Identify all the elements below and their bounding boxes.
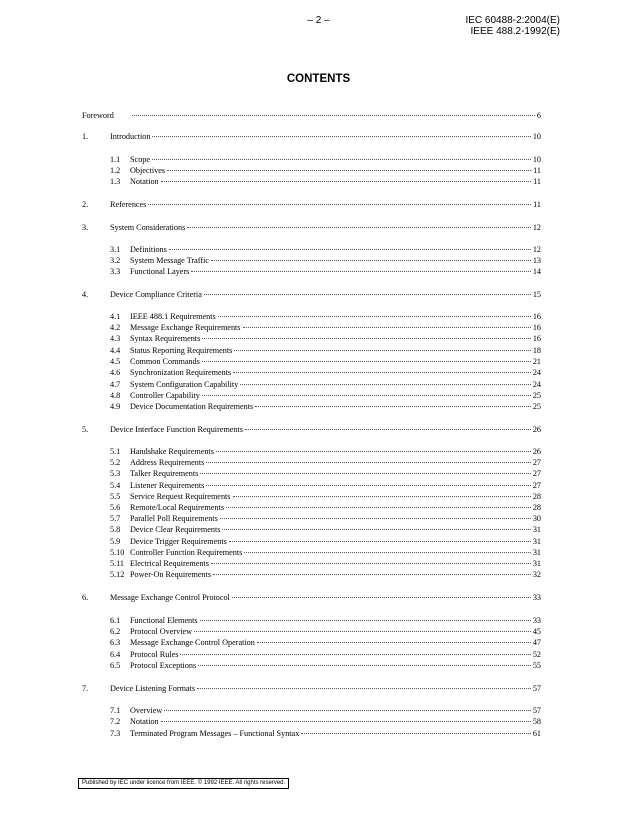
toc-entry-label: Functional Elements <box>130 616 198 625</box>
toc-entry-page: 31 <box>532 548 541 557</box>
toc-entry-label: Scope <box>130 155 151 164</box>
toc-dot-leader <box>191 271 530 272</box>
toc-entry-label: System Configuration Capability <box>130 380 239 389</box>
toc-entry-number: 1.2 <box>110 166 121 175</box>
toc-entry-number: 6.3 <box>110 638 121 647</box>
toc-entry-page: 31 <box>532 525 541 534</box>
toc-dot-leader <box>152 136 530 137</box>
toc-entry-number: 5.4 <box>110 481 121 490</box>
toc-entry-page: 6 <box>536 111 541 120</box>
toc-entry-label: Protocol Overview <box>130 627 193 636</box>
toc-dot-leader <box>206 462 530 463</box>
toc-dot-leader <box>202 361 531 362</box>
toc-entry-label: Notation <box>130 717 159 726</box>
toc-entry-number: 7.1 <box>110 706 121 715</box>
toc-entry-page: 58 <box>532 717 541 726</box>
toc-dot-leader <box>202 395 531 396</box>
toc-entry-label: Terminated Program Messages – Functional Syntax <box>130 729 300 738</box>
toc-subsection-entry[interactable] <box>110 391 541 401</box>
toc-entry-number: 6.4 <box>110 650 121 659</box>
toc-entry-label: Message Exchange Control Protocol <box>110 593 230 602</box>
toc-section-entry[interactable] <box>82 200 541 210</box>
toc-dot-leader <box>255 406 531 407</box>
standard-ieee: IEEE 488.2-1992(E) <box>470 26 560 37</box>
toc-entry-label: Message Exchange Requirements <box>130 323 241 332</box>
toc-entry-page: 15 <box>532 290 541 299</box>
toc-entry-page: 61 <box>532 729 541 738</box>
toc-entry-page: 21 <box>532 357 541 366</box>
toc-entry-number: 4.6 <box>110 368 121 377</box>
toc-entry-number: 1. <box>82 132 89 141</box>
toc-entry-number: 6.1 <box>110 616 121 625</box>
toc-dot-leader <box>180 654 530 655</box>
toc-entry-page: 57 <box>532 706 541 715</box>
toc-entry-number: 1.3 <box>110 177 121 186</box>
toc-entry-number: 6. <box>82 593 89 602</box>
toc-dot-leader <box>226 507 531 508</box>
toc-entry-number: 4.5 <box>110 357 121 366</box>
copyright-notice: Published by IEC under licence from IEEE. © 1992 IEEE. All rights reserved. <box>78 778 289 789</box>
toc-entry-label: Handshake Requirements <box>130 447 214 456</box>
toc-dot-leader <box>233 496 531 497</box>
toc-entry-label: Device Clear Requirements <box>130 525 221 534</box>
toc-entry-number: 5.3 <box>110 469 121 478</box>
toc-entry-foreword[interactable] <box>82 111 541 121</box>
toc-subsection-entry[interactable] <box>110 492 541 502</box>
toc-entry-label: Controller Function Requirements <box>130 548 243 557</box>
toc-subsection-entry[interactable] <box>110 447 541 457</box>
toc-entry-label: Device Listening Formats <box>110 684 196 693</box>
toc-entry-number: 5.8 <box>110 525 121 534</box>
toc-entry-label: Protocol Exceptions <box>130 661 197 670</box>
toc-entry-number: 3.3 <box>110 267 121 276</box>
toc-subsection-entry[interactable] <box>110 323 541 333</box>
toc-subsection-entry[interactable] <box>110 166 541 176</box>
toc-entry-page: 25 <box>532 402 541 411</box>
toc-entry-page: 32 <box>532 570 541 579</box>
toc-entry-label: Device Documentation Requirements <box>130 402 254 411</box>
toc-entry-label: Address Requirements <box>130 458 205 467</box>
toc-dot-leader <box>206 485 530 486</box>
toc-dot-leader <box>257 642 531 643</box>
toc-dot-leader <box>204 294 531 295</box>
toc-entry-number: 7.3 <box>110 729 121 738</box>
toc-entry-page: 28 <box>532 492 541 501</box>
toc-entry-page: 31 <box>532 559 541 568</box>
toc-entry-label: IEEE 488.1 Requirements <box>130 312 216 321</box>
toc-entry-label: Notation <box>130 177 159 186</box>
toc-entry-label: Electrical Requirements <box>130 559 209 568</box>
toc-subsection-entry[interactable] <box>110 548 541 558</box>
toc-dot-leader <box>220 518 531 519</box>
toc-dot-leader <box>197 688 531 689</box>
toc-entry-label: Remote/Local Requirements <box>130 503 224 512</box>
toc-entry-number: 4.7 <box>110 380 121 389</box>
toc-entry-label: Protocol Rules <box>130 650 179 659</box>
toc-dot-leader <box>233 372 531 373</box>
toc-entry-label: Common Commands <box>130 357 200 366</box>
toc-dot-leader <box>198 665 531 666</box>
toc-dot-leader <box>161 721 531 722</box>
toc-entry-page: 27 <box>532 458 541 467</box>
toc-entry-page: 24 <box>532 380 541 389</box>
toc-subsection-entry[interactable] <box>110 661 541 671</box>
toc-entry-page: 57 <box>532 684 541 693</box>
toc-entry-number: 4. <box>82 290 89 299</box>
toc-subsection-entry[interactable] <box>110 717 541 727</box>
toc-entry-number: 7. <box>82 684 89 693</box>
toc-entry-number: 6.5 <box>110 661 121 670</box>
toc-dot-leader <box>234 350 530 351</box>
toc-entry-label: Definitions <box>130 245 167 254</box>
toc-entry-label: Device Interface Function Requirements <box>110 425 243 434</box>
toc-subsection-entry[interactable] <box>110 402 541 412</box>
toc-entry-number: 5.9 <box>110 537 121 546</box>
toc-dot-leader <box>232 597 531 598</box>
toc-entry-label: Device Trigger Requirements <box>130 537 227 546</box>
toc-entry-page: 10 <box>532 155 541 164</box>
toc-subsection-entry[interactable] <box>110 380 541 390</box>
toc-entry-page: 33 <box>532 593 541 602</box>
toc-dot-leader <box>222 529 530 530</box>
toc-section-entry[interactable] <box>82 684 541 694</box>
toc-entry-label: System Considerations <box>110 223 186 232</box>
toc-dot-leader <box>132 115 535 116</box>
toc-entry-number: 5.10 <box>110 548 125 557</box>
toc-entry-number: 4.2 <box>110 323 121 332</box>
toc-dot-leader <box>202 338 531 339</box>
toc-entry-page: 11 <box>533 166 541 175</box>
toc-entry-number: 4.4 <box>110 346 121 355</box>
toc-entry-number: 6.2 <box>110 627 121 636</box>
toc-section-entry[interactable] <box>82 425 541 435</box>
toc-entry-number: 3.1 <box>110 245 121 254</box>
toc-dot-leader <box>200 473 530 474</box>
toc-entry-page: 45 <box>532 627 541 636</box>
toc-entry-label: Objectives <box>130 166 166 175</box>
toc-entry-number: 5. <box>82 425 89 434</box>
toc-entry-page: 11 <box>533 200 541 209</box>
toc-subsection-entry[interactable] <box>110 729 541 739</box>
toc-entry-page: 30 <box>532 514 541 523</box>
toc-entry-label: Device Compliance Criteria <box>110 290 202 299</box>
toc-entry-page: 11 <box>533 177 541 186</box>
toc-dot-leader <box>218 316 531 317</box>
page-title: CONTENTS <box>286 73 351 85</box>
toc-subsection-entry[interactable] <box>110 570 541 580</box>
toc-entry-label: Overview <box>130 706 163 715</box>
toc-entry-label: Foreword <box>82 111 114 120</box>
toc-entry-number: 4.1 <box>110 312 121 321</box>
toc-section-entry[interactable] <box>82 223 541 233</box>
toc-subsection-entry[interactable] <box>110 267 541 277</box>
toc-subsection-entry[interactable] <box>110 357 541 367</box>
toc-entry-label: System Message Traffic <box>130 256 209 265</box>
toc-dot-leader <box>167 170 531 171</box>
toc-subsection-entry[interactable] <box>110 368 541 378</box>
toc-entry-number: 4.8 <box>110 391 121 400</box>
toc-entry-label: Introduction <box>110 132 151 141</box>
toc-entry-number: 5.6 <box>110 503 121 512</box>
toc-entry-number: 5.2 <box>110 458 121 467</box>
toc-dot-leader <box>187 227 531 228</box>
toc-subsection-entry[interactable] <box>110 312 541 322</box>
toc-dot-leader <box>213 574 531 575</box>
toc-entry-label: Functional Layers <box>130 267 190 276</box>
toc-subsection-entry[interactable] <box>110 650 541 660</box>
toc-entry-page: 47 <box>532 638 541 647</box>
toc-entry-label: Controller Capability <box>130 391 200 400</box>
toc-entry-page: 13 <box>532 256 541 265</box>
toc-dot-leader <box>229 541 531 542</box>
toc-subsection-entry[interactable] <box>110 245 541 255</box>
toc-entry-page: 16 <box>532 334 541 343</box>
toc-entry-page: 31 <box>532 537 541 546</box>
toc-subsection-entry[interactable] <box>110 481 541 491</box>
toc-entry-page: 55 <box>532 661 541 670</box>
toc-entry-page: 26 <box>532 447 541 456</box>
toc-entry-label: Power-On Requirements <box>130 570 212 579</box>
toc-dot-leader <box>194 631 531 632</box>
toc-entry-number: 4.9 <box>110 402 121 411</box>
toc-entry-number: 5.7 <box>110 514 121 523</box>
toc-entry-page: 27 <box>532 481 541 490</box>
toc-entry-page: 12 <box>532 223 541 232</box>
toc-entry-number: 5.1 <box>110 447 121 456</box>
toc-dot-leader <box>245 429 531 430</box>
toc-entry-number: 7.2 <box>110 717 121 726</box>
standard-iec: IEC 60488-2:2004(E) <box>465 15 560 26</box>
toc-subsection-entry[interactable] <box>110 346 541 356</box>
toc-entry-page: 14 <box>532 267 541 276</box>
toc-section-entry[interactable] <box>82 593 541 603</box>
toc-entry-number: 3.2 <box>110 256 121 265</box>
toc-entry-label: Service Request Requirements <box>130 492 231 501</box>
toc-entry-number: 5.5 <box>110 492 121 501</box>
toc-entry-label: References <box>110 200 147 209</box>
toc-subsection-entry[interactable] <box>110 177 541 187</box>
toc-subsection-entry[interactable] <box>110 638 541 648</box>
toc-entry-page: 33 <box>532 616 541 625</box>
toc-subsection-entry[interactable] <box>110 514 541 524</box>
toc-dot-leader <box>169 249 531 250</box>
toc-entry-label: Message Exchange Control Operation <box>130 638 255 647</box>
toc-entry-page: 27 <box>532 469 541 478</box>
toc-dot-leader <box>301 733 531 734</box>
toc-entry-page: 25 <box>532 391 541 400</box>
toc-dot-leader <box>244 552 530 553</box>
toc-subsection-entry[interactable] <box>110 256 541 266</box>
toc-subsection-entry[interactable] <box>110 706 541 716</box>
toc-dot-leader <box>243 327 531 328</box>
toc-entry-label: Syntax Requirements <box>130 334 201 343</box>
toc-entry-number: 4.3 <box>110 334 121 343</box>
toc-entry-page: 12 <box>532 245 541 254</box>
toc-dot-leader <box>211 260 531 261</box>
toc-section-entry[interactable] <box>82 132 541 142</box>
toc-dot-leader <box>211 563 531 564</box>
toc-dot-leader <box>216 451 531 452</box>
toc-entry-page: 28 <box>532 503 541 512</box>
toc-dot-leader <box>164 710 531 711</box>
toc-entry-page: 16 <box>532 323 541 332</box>
toc-entry-label: Parallel Poll Requirements <box>130 514 218 523</box>
toc-subsection-entry[interactable] <box>110 616 541 626</box>
toc-entry-label: Status Reporting Requirements <box>130 346 233 355</box>
toc-subsection-entry[interactable] <box>110 458 541 468</box>
toc-subsection-entry[interactable] <box>110 469 541 479</box>
toc-entry-label: Talker Requirements <box>130 469 199 478</box>
toc-entry-page: 16 <box>532 312 541 321</box>
toc-entry-page: 24 <box>532 368 541 377</box>
toc-dot-leader <box>240 384 531 385</box>
toc-dot-leader <box>161 181 531 182</box>
toc-entry-page: 10 <box>532 132 541 141</box>
toc-subsection-entry[interactable] <box>110 537 541 547</box>
toc-entry-number: 2. <box>82 200 89 209</box>
toc-section-entry[interactable] <box>82 290 541 300</box>
toc-subsection-entry[interactable] <box>110 155 541 165</box>
toc-subsection-entry[interactable] <box>110 503 541 513</box>
toc-entry-number: 1.1 <box>110 155 121 164</box>
page-number: – 2 – <box>307 15 330 26</box>
toc-subsection-entry[interactable] <box>110 525 541 535</box>
toc-entry-label: Synchronization Requirements <box>130 368 232 377</box>
toc-entry-number: 5.12 <box>110 570 125 579</box>
toc-entry-number: 5.11 <box>110 559 125 568</box>
toc-entry-number: 3. <box>82 223 89 232</box>
toc-subsection-entry[interactable] <box>110 559 541 569</box>
toc-entry-label: Listener Requirements <box>130 481 205 490</box>
toc-entry-page: 52 <box>532 650 541 659</box>
toc-dot-leader <box>148 204 531 205</box>
toc-dot-leader <box>200 620 531 621</box>
toc-subsection-entry[interactable] <box>110 627 541 637</box>
toc-subsection-entry[interactable] <box>110 334 541 344</box>
toc-entry-page: 26 <box>532 425 541 434</box>
toc-entry-page: 18 <box>532 346 541 355</box>
toc-dot-leader <box>152 159 531 160</box>
